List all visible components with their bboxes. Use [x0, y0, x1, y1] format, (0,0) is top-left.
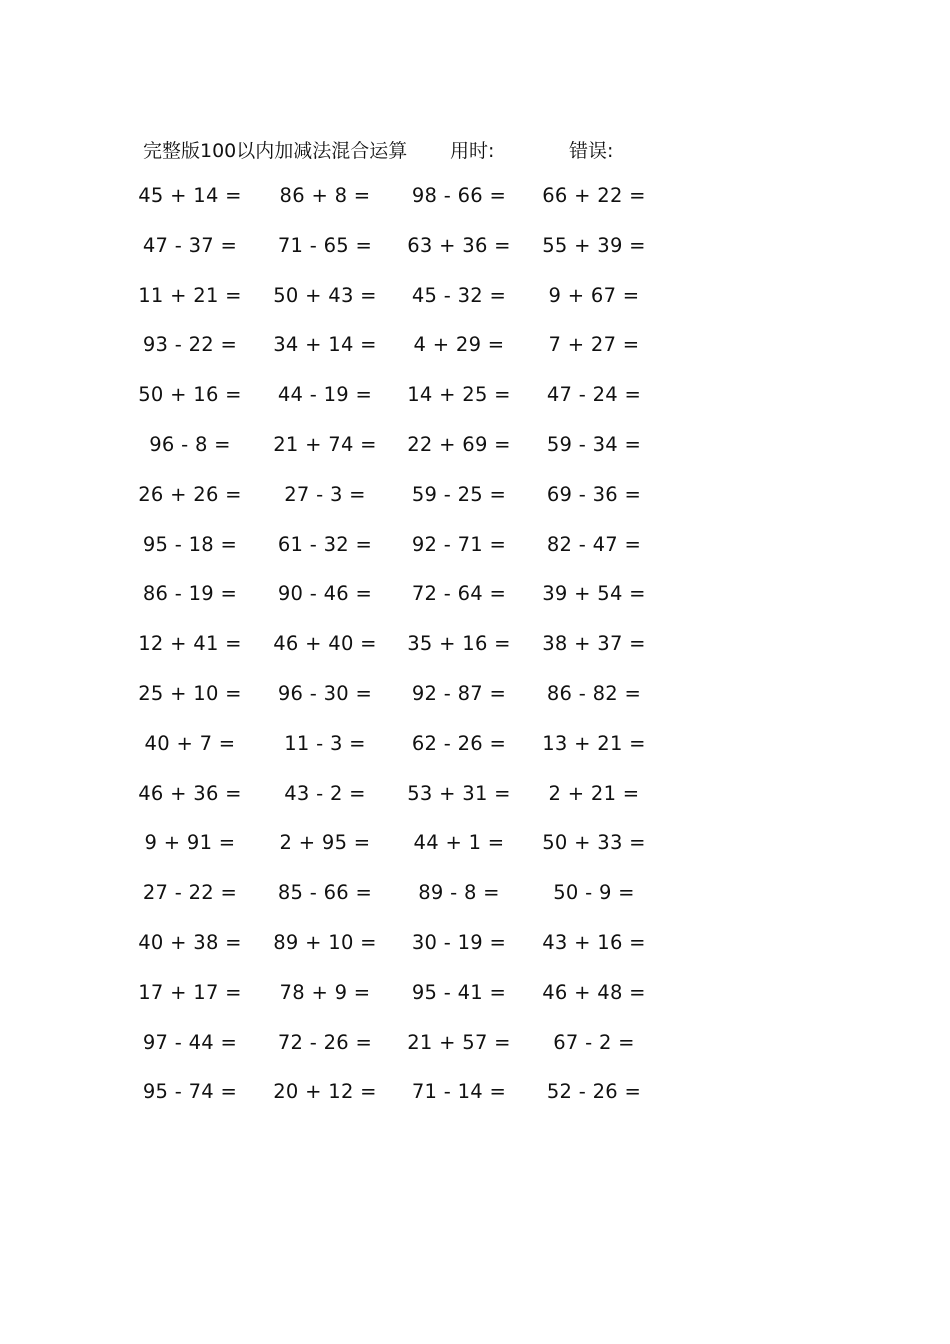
problem-row	[0, 582, 950, 632]
math-problem: 9 + 91 =	[144, 831, 236, 855]
problem-row	[0, 632, 950, 682]
math-problem: 11 - 3 =	[284, 731, 366, 755]
problem-row	[0, 981, 950, 1031]
math-problem: 9 + 67 =	[548, 283, 640, 307]
math-problem: 86 - 19 =	[142, 582, 238, 606]
problem-row	[0, 483, 950, 533]
error-label: 错误:	[569, 140, 614, 162]
math-problem: 21 + 74 =	[273, 432, 377, 456]
math-problem: 46 + 48 =	[542, 980, 646, 1004]
math-problem: 71 - 65 =	[277, 233, 373, 257]
math-problem: 22 + 69 =	[407, 432, 511, 456]
math-problem: 86 - 82 =	[546, 681, 642, 705]
math-problem: 50 - 9 =	[553, 881, 635, 905]
math-problem: 86 + 8 =	[279, 184, 371, 207]
math-problem: 50 + 43 =	[273, 283, 377, 307]
problem-row	[0, 533, 950, 583]
problem-row	[0, 931, 950, 981]
math-problem: 44 - 19 =	[277, 383, 373, 407]
math-problem: 67 - 2 =	[553, 1030, 635, 1054]
math-problem: 96 - 30 =	[277, 681, 373, 705]
problem-row	[0, 732, 950, 782]
math-problem: 44 + 1 =	[413, 831, 505, 855]
math-problem: 50 + 16 =	[138, 383, 242, 407]
math-problem: 95 - 74 =	[142, 1080, 238, 1104]
problem-row	[0, 1031, 950, 1081]
math-problem: 43 - 2 =	[284, 781, 366, 805]
problem-row	[0, 433, 950, 483]
time-label: 用时:	[450, 140, 495, 162]
math-problem: 2 + 21 =	[548, 781, 640, 805]
math-problem: 27 - 3 =	[284, 482, 366, 506]
math-problem: 82 - 47 =	[546, 532, 642, 556]
problem-row	[0, 333, 950, 383]
math-problem: 7 + 27 =	[548, 333, 640, 357]
math-problem: 71 - 14 =	[411, 1080, 507, 1104]
math-problem: 38 + 37 =	[542, 632, 646, 656]
math-problem: 50 + 33 =	[542, 831, 646, 855]
math-problem: 45 - 32 =	[411, 283, 507, 307]
math-problem: 59 - 25 =	[411, 482, 507, 506]
problem-grid	[0, 184, 950, 1130]
math-problem: 20 + 12 =	[273, 1080, 377, 1104]
math-problem: 12 + 41 =	[138, 632, 242, 656]
problem-row	[0, 1080, 950, 1130]
problem-row	[0, 234, 950, 284]
math-problem: 47 - 24 =	[546, 383, 642, 407]
problem-row	[0, 383, 950, 433]
math-problem: 47 - 37 =	[142, 233, 238, 257]
math-problem: 34 + 14 =	[273, 333, 377, 357]
math-problem: 93 - 22 =	[142, 333, 238, 357]
math-problem: 13 + 21 =	[542, 731, 646, 755]
math-problem: 17 + 17 =	[138, 980, 242, 1004]
problem-row	[0, 881, 950, 931]
math-problem: 25 + 10 =	[138, 681, 242, 705]
math-problem: 72 - 64 =	[411, 582, 507, 606]
math-problem: 89 + 10 =	[273, 930, 377, 954]
math-problem: 40 + 38 =	[138, 930, 242, 954]
math-problem: 95 - 41 =	[411, 980, 507, 1004]
math-problem: 61 - 32 =	[277, 532, 373, 556]
math-problem: 69 - 36 =	[546, 482, 642, 506]
math-problem: 2 + 95 =	[279, 831, 371, 855]
math-problem: 45 + 14 =	[138, 184, 242, 207]
math-problem: 95 - 18 =	[142, 532, 238, 556]
math-problem: 59 - 34 =	[546, 432, 642, 456]
math-problem: 78 + 9 =	[279, 980, 371, 1004]
math-problem: 30 - 19 =	[411, 930, 507, 954]
math-problem: 55 + 39 =	[542, 233, 646, 257]
math-problem: 92 - 71 =	[411, 532, 507, 556]
math-problem: 40 + 7 =	[144, 731, 236, 755]
math-problem: 46 + 36 =	[138, 781, 242, 805]
problem-row	[0, 682, 950, 732]
math-problem: 96 - 8 =	[149, 432, 231, 456]
math-problem: 62 - 26 =	[411, 731, 507, 755]
math-problem: 14 + 25 =	[407, 383, 511, 407]
math-problem: 27 - 22 =	[142, 881, 238, 905]
math-problem: 26 + 26 =	[138, 482, 242, 506]
problem-row	[0, 284, 950, 334]
math-problem: 52 - 26 =	[546, 1080, 642, 1104]
math-problem: 97 - 44 =	[142, 1030, 238, 1054]
math-problem: 39 + 54 =	[542, 582, 646, 606]
math-problem: 90 - 46 =	[277, 582, 373, 606]
problem-row	[0, 782, 950, 832]
worksheet-title: 完整版100以内加减法混合运算	[143, 140, 408, 162]
math-problem: 43 + 16 =	[542, 930, 646, 954]
math-problem: 11 + 21 =	[138, 283, 242, 307]
math-problem: 72 - 26 =	[277, 1030, 373, 1054]
math-problem: 63 + 36 =	[407, 233, 511, 257]
math-problem: 53 + 31 =	[407, 781, 511, 805]
math-problem: 85 - 66 =	[277, 881, 373, 905]
math-problem: 98 - 66 =	[411, 184, 507, 207]
math-problem: 89 - 8 =	[418, 881, 500, 905]
math-problem: 46 + 40 =	[273, 632, 377, 656]
math-problem: 4 + 29 =	[413, 333, 505, 357]
problem-row	[0, 184, 950, 234]
math-problem: 21 + 57 =	[407, 1030, 511, 1054]
problem-row	[0, 831, 950, 881]
math-problem: 66 + 22 =	[542, 184, 646, 207]
math-problem: 92 - 87 =	[411, 681, 507, 705]
math-problem: 35 + 16 =	[407, 632, 511, 656]
